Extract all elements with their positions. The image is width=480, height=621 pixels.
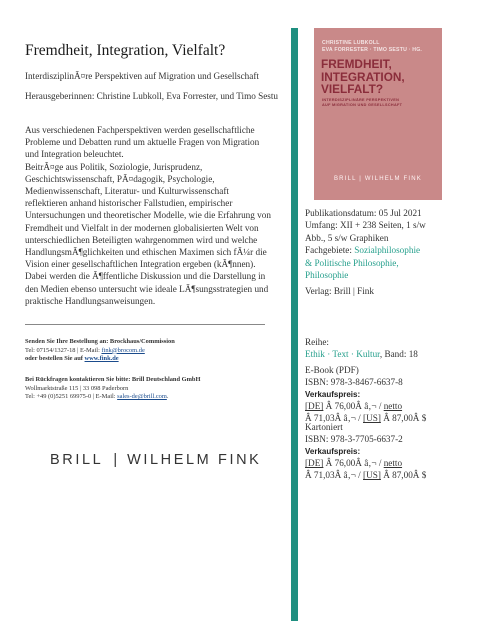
description-line: Vision einer gesellschaftlichen Integration ergeben (kÃ¶nnen). [25,259,256,270]
description-line: und Integration beleuchtet. [25,149,124,160]
publisher-label: Verlag: [305,286,332,297]
logo-brill: BRILL [50,452,104,468]
region-tag-us: [US] [363,470,381,481]
ebook-format: E-Book (PDF) [305,365,359,375]
netto-tag: netto [383,400,403,411]
paperback-format: Kartoniert [305,422,343,432]
description-line: reflektieren anhand historischer Fallstudien, empirischer [25,198,233,209]
description-line: Medienwissenschaft, Literatur- und Kulturwissenschaft [25,186,229,197]
isbn-label: ISBN: [305,434,329,445]
price-at: Â 71,03Â â‚¬ / [305,413,364,424]
cover-subtitle-line: INTERDISZIPLINÄRE PERSPEKTIVEN [322,98,400,102]
region-tag-de: [DE] [305,400,324,411]
book-subtitle: InterdisziplinÃ¤re Perspektiven auf Migration und Gesellschaft [25,71,259,81]
price-line-de [305,400,426,412]
cover-subtitle-line: AUF MIGRATION UND GESELLSCHAFT [322,103,403,107]
isbn-label: ISBN: [305,377,329,388]
cover-title [321,58,405,96]
field-link-political-philosophy[interactable]: & Politische Philosophie, [305,257,399,268]
order-divider [25,324,265,325]
price-line-de [305,457,426,469]
series-label: Reihe: [305,337,329,347]
description-line: Aus verschiedenen Fachperspektiven werden gesellschaftliche [25,125,255,135]
cover-title-line: VIELFALT? [321,82,384,97]
description-line: unterschiedlichen Beteiligten wahrgenommen wird und welche [25,234,258,245]
date-label: Publikationsdatum: [305,208,377,218]
price-us: Â 87,00Â $ [380,413,427,424]
series-value [305,348,418,360]
description-line: Probleme und Debatten rund um aktuelle Fragen von Migration [25,137,260,148]
price-de: Â 76,00Â â‚¬ / [325,400,384,411]
description-line: Untersuchungen und theoretischer Modelle, wie die Erfahrung von [25,210,271,221]
book-title: Fremdheit, Integration, Vielfalt? [25,42,226,59]
price-line-at-us [305,469,426,481]
editors: Herausgeberinnen: Christine Lubkoll, Eva Forrester, und Timo Sestu [25,91,279,101]
field-label: Fachgebiete: [305,245,352,256]
cover-author-line: CHRISTINE LUBKOLL [322,40,380,46]
price-label: Verkaufspreis: [305,446,361,456]
region-tag-us: [US] [363,413,381,424]
description-line: praktische Handlungsanweisungen. [25,295,156,306]
support-phone: Tel: +49 (0)5251 69975-0 | E-Mail: [25,393,118,401]
scope [305,219,426,231]
logo-wilhelm-fink: WILHELM FINK [127,452,262,468]
price-de: Â 76,00Â â‚¬ / [325,457,384,468]
price-label: Verkaufspreis: [305,389,361,399]
isbn-value: 978-3-7705-6637-2 [330,434,403,445]
cover-author-line: EVA FORRESTER · TIMO SESTU · HG. [322,46,423,53]
order-web-prefix: oder bestellen Sie auf [25,355,85,363]
netto-tag: netto [383,457,403,468]
description [25,124,280,307]
support-info [25,376,285,402]
series-band: , Band: 18 [379,349,418,360]
paperback-edition [305,421,426,482]
cover-title-line: FREMDHEIT, [321,57,392,71]
description-line: BeitrÃ¤ge aus Politik, Soziologie, Jurisprudenz, [25,161,203,172]
price-at: Â 71,03Â â‚¬ / [305,470,364,481]
description-line: den Medien ebenso untersucht wie ideale LÃ¶sungsstrategien und [25,283,269,294]
order-web [25,355,285,364]
field-link-social-philosophy[interactable]: Sozialphilosophie [354,245,421,256]
publication-date [305,207,426,219]
support-heading: Bei Rückfragen kontaktieren Sie bitte: Brill Deutschland GmbH [25,376,201,383]
series-link[interactable]: Ethik · Text · Kultur [305,349,380,360]
date-value: 05 Jul 2021 [378,208,422,218]
subject-fields [305,244,426,256]
order-web-link[interactable]: www.fink.de [84,355,119,363]
price-us: Â 87,00Â $ [380,470,427,481]
book-metadata [305,207,426,298]
order-email-link[interactable]: fink@brocom.de [101,346,145,354]
scope-label: Umfang: [305,220,338,231]
ebook-isbn [305,376,426,388]
field-link-philosophy[interactable]: Philosophie [305,270,349,281]
series-info [305,336,418,361]
cover-subtitle [322,98,402,108]
publisher [305,285,426,297]
description-line: Dabei werden die Ã¶ffentliche Diskussion und die Darstellung in [25,271,266,282]
cover-title-line: INTEGRATION, [321,69,405,84]
order-phone: Tel: 07154/1327-18 | E-Mail: [25,346,102,354]
cover-authors [322,40,422,53]
support-address: Wollmarktstraße 115 | 33 098 Paderborn [25,384,129,392]
publisher-value: Brill | Fink [333,286,374,297]
paperback-isbn [305,433,426,445]
book-cover-image [314,28,442,200]
support-period: . [166,393,169,401]
teal-divider-bar [291,28,298,621]
region-tag-de: [DE] [305,457,324,468]
description-line: Fremdheit und Vielfalt in der modernen globalisierten Welt von [25,222,259,233]
support-contact [25,393,285,402]
ebook-edition [305,364,426,425]
logo-separator: | [113,452,118,468]
cover-publisher: BRILL | WILHELM FINK [333,176,423,182]
isbn-value: 978-3-8467-6637-8 [330,377,403,388]
publisher-logo [50,452,261,468]
support-email-link[interactable]: sales-de@brill.com [117,393,167,401]
order-info [25,338,285,364]
scope-continued: Abb., 5 s/w Graphiken [305,232,389,243]
description-line: HandlungsmÃ¶glichkeiten und ethischen Maximen sich fÃ¼r die [25,247,267,258]
description-line: Geschichtswissenschaft, PÃ¤dagogik, Psychologie, [25,173,215,184]
order-heading: Senden Sie Ihre Bestellung an: Brockhaus/Commission [25,338,175,345]
order-contact [25,347,285,356]
scope-value: XII + 238 Seiten, 1 s/w [339,220,426,231]
